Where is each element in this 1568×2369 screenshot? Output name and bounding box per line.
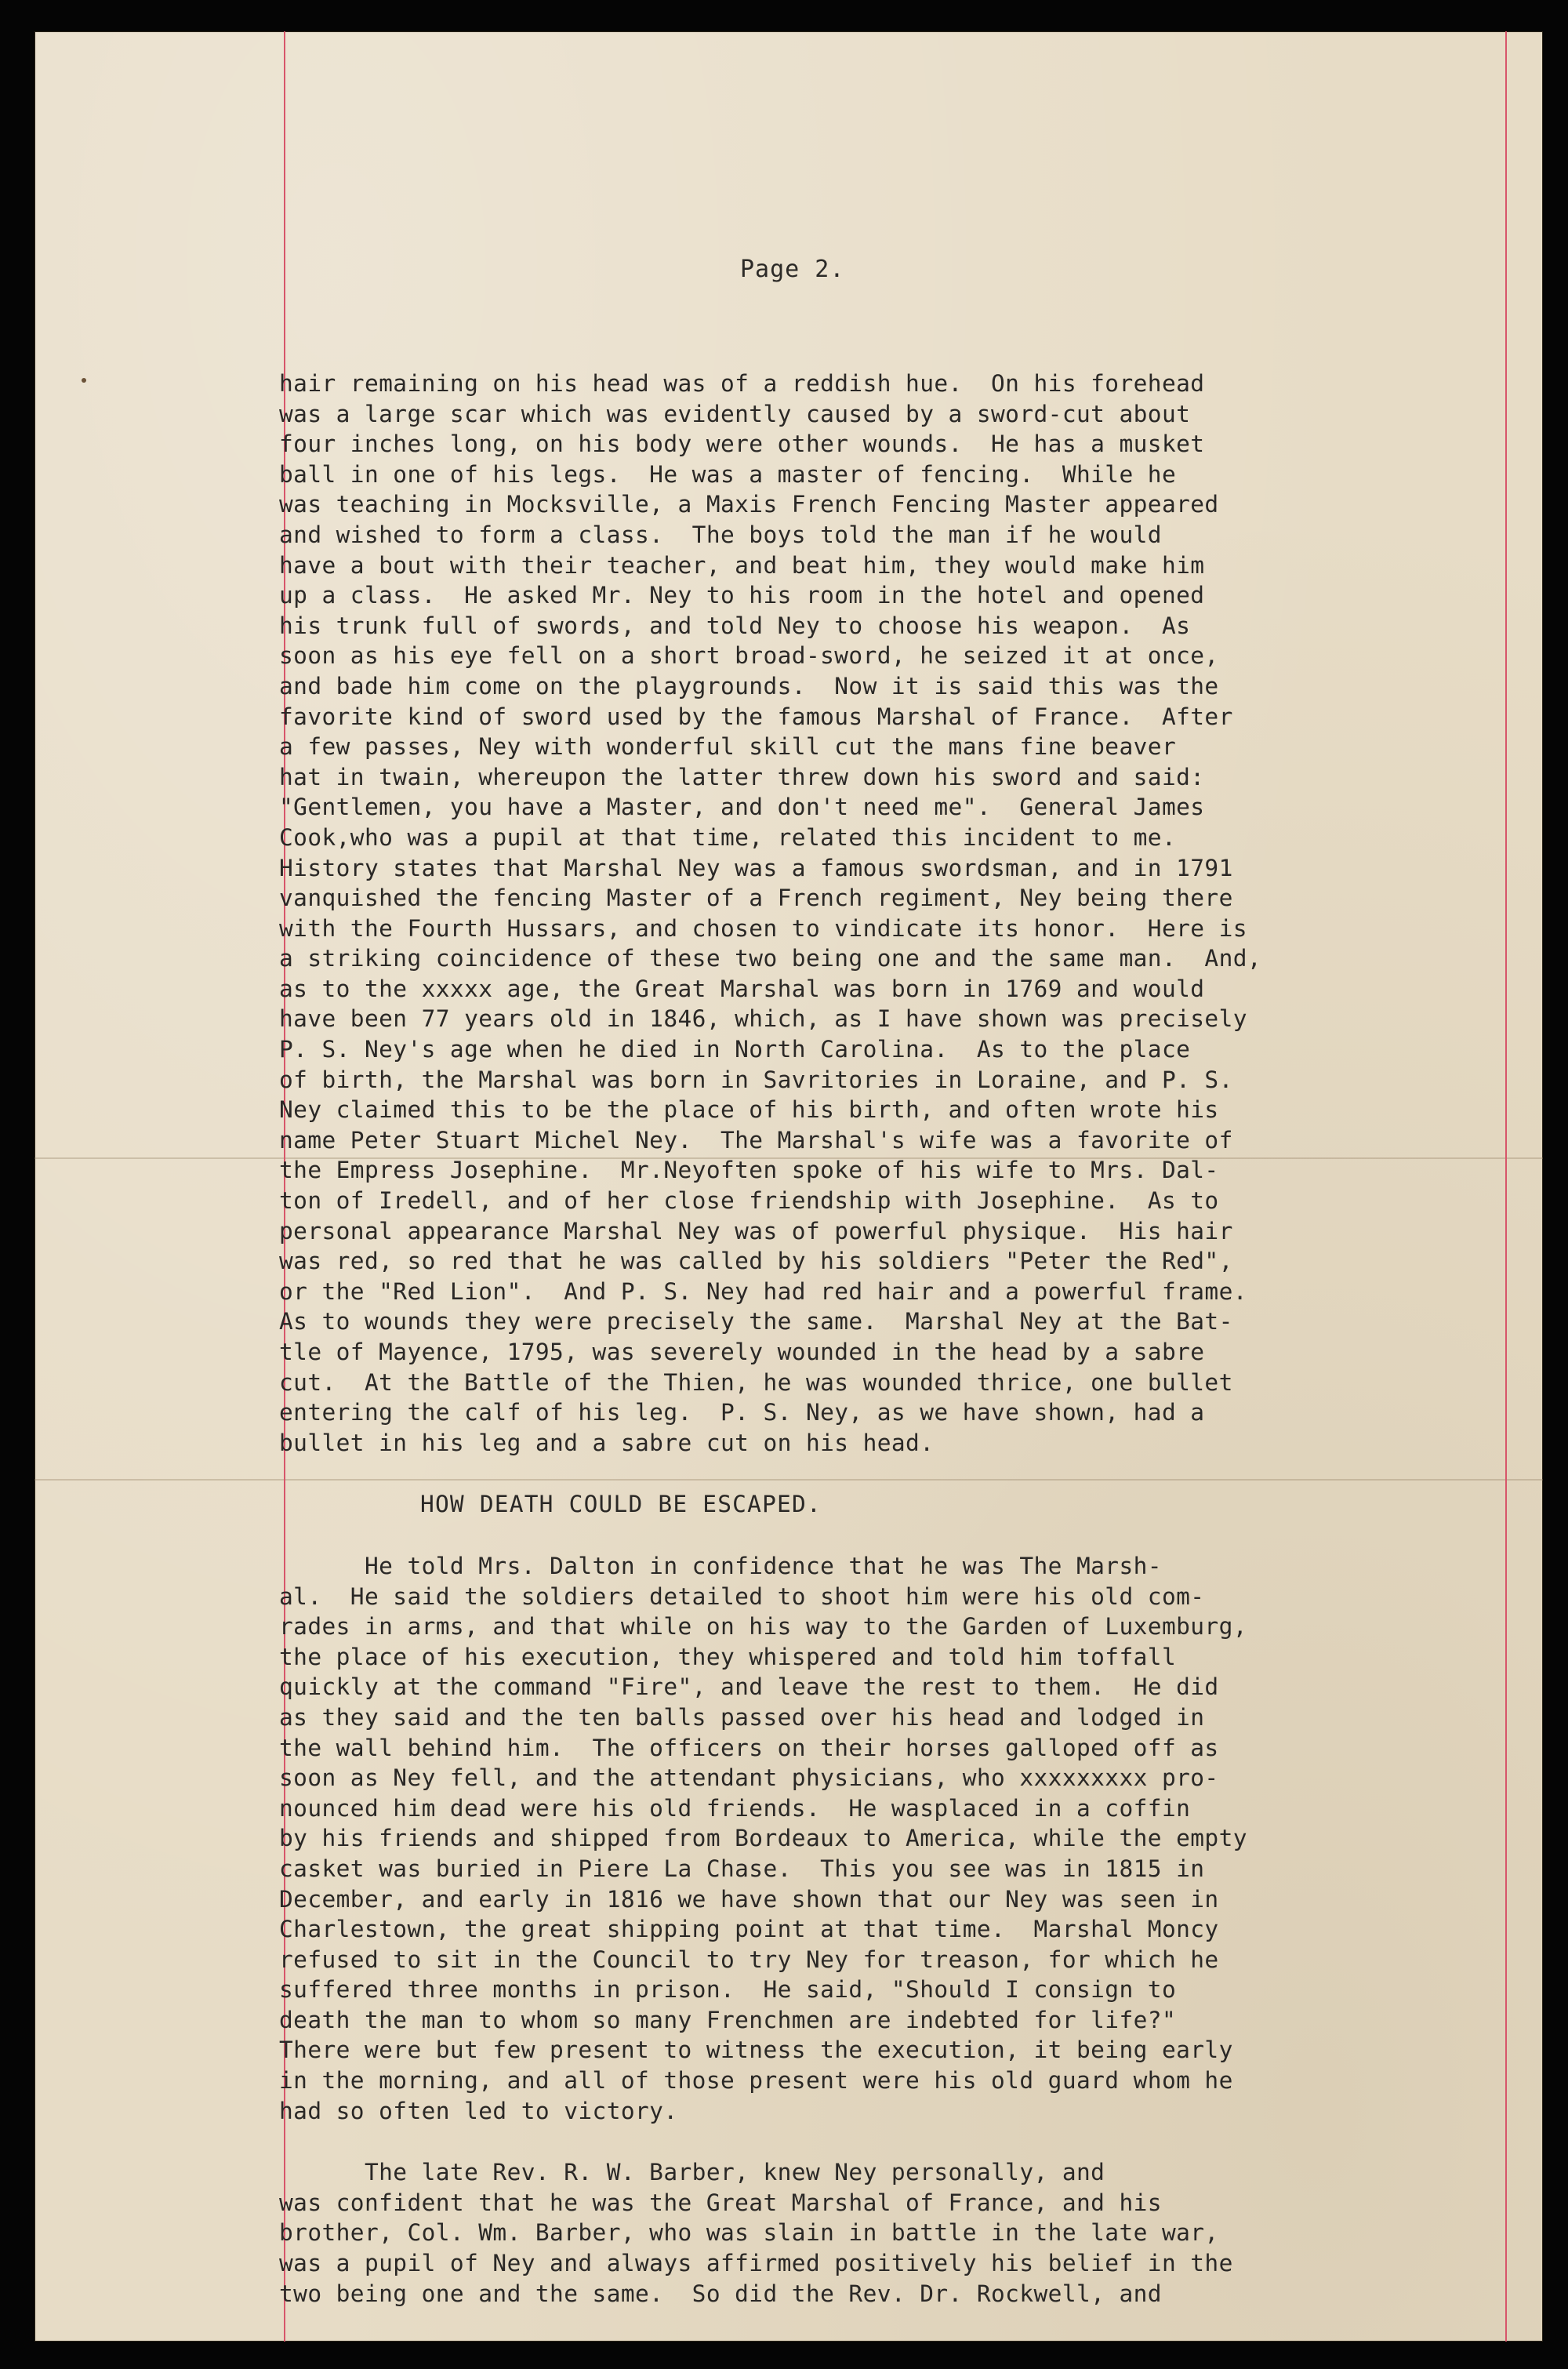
text-line: was teaching in Mocksville, a Maxis French Fencing Master appeared xyxy=(279,491,1219,518)
text-line: ball in one of his legs. He was a master of fencing. While he xyxy=(279,460,1177,488)
section-heading: HOW DEATH COULD BE ESCAPED. xyxy=(420,1491,822,1518)
text-line: his trunk full of swords, and told Ney to choose his weapon. As xyxy=(279,612,1191,639)
text-line: suffered three months in prison. He said, "Should I consign to xyxy=(279,1976,1177,2004)
text-line: personal appearance Marshal Ney was of powerful physique. His hair xyxy=(279,1217,1233,1244)
right-margin-rule xyxy=(1505,31,1507,2342)
text-line: the Empress Josephine. Mr.Neyoften spoke of his wife to Mrs. Dal- xyxy=(279,1157,1219,1184)
text-line: soon as Ney fell, and the attendant physicians, who xxxxxxxxx pro- xyxy=(279,1764,1219,1792)
paragraph-gap xyxy=(279,2126,1502,2157)
text-line: have been 77 years old in 1846, which, as I have shown was precisely xyxy=(279,1005,1247,1033)
text-line: refused to sit in the Council to try Ney for treason, for which he xyxy=(279,1946,1219,1973)
text-line: hat in twain, whereupon the latter threw down his sword and said: xyxy=(279,763,1205,790)
text-line: hair remaining on his head was of a reddish hue. On his forehead xyxy=(279,370,1205,397)
text-line: Charlestown, the great shipping point at that time. Marshal Moncy xyxy=(279,1916,1219,1943)
text-line: The late Rev. R. W. Barber, knew Ney personally, and xyxy=(279,2159,1105,2186)
text-line: casket was buried in Piere La Chase. This you see was in 1815 in xyxy=(279,1855,1205,1882)
text-line: the place of his execution, they whispered and told him toffall xyxy=(279,1643,1177,1670)
text-line: Cook,who was a pupil at that time, related this incident to me. xyxy=(279,823,1177,851)
text-line: favorite kind of sword used by the famous Marshal of France. After xyxy=(279,703,1233,730)
text-line: Ney claimed this to be the place of his birth, and often wrote his xyxy=(279,1096,1219,1124)
text-line: He told Mrs. Dalton in confidence that he was The Marsh- xyxy=(279,1552,1162,1579)
text-line: death the man to whom so many Frenchmen are indebted for life?" xyxy=(279,2006,1177,2033)
text-line: "Gentlemen, you have a Master, and don't need me". General James xyxy=(279,794,1205,821)
text-line: nounced him dead were his old friends. He wasplaced in a coffin xyxy=(279,1794,1191,1822)
paragraph-gap xyxy=(279,1458,1502,1489)
text-line: and wished to form a class. The boys told the man if he would xyxy=(279,521,1162,548)
text-line: vanquished the fencing Master of a French regiment, Ney being there xyxy=(279,885,1233,912)
text-line: al. He said the soldiers detailed to shoot him were his old com- xyxy=(279,1582,1205,1610)
text-line: History states that Marshal Ney was a famous swordsman, and in 1791 xyxy=(279,854,1233,881)
text-line: tle of Mayence, 1795, was severely wounded in the head by a sabre xyxy=(279,1339,1205,1365)
paragraph-2 xyxy=(279,1551,1502,2126)
text-line: rades in arms, and that while on his way to the Garden of Luxemburg, xyxy=(279,1613,1247,1640)
typed-text-body xyxy=(279,369,1502,2309)
text-line: cut. At the Battle of the Thien, he was wounded thrice, one bullet xyxy=(279,1368,1233,1396)
paragraph-1 xyxy=(279,369,1502,1458)
paragraph-gap xyxy=(279,1520,1502,1551)
text-line: or the "Red Lion". And P. S. Ney had red hair and a powerful frame. xyxy=(279,1277,1247,1305)
text-line: a few passes, Ney with wonderful skill cut the mans fine beaver xyxy=(279,733,1177,761)
document-page xyxy=(34,31,1543,2342)
text-line: P. S. Ney's age when he died in North Carolina. As to the place xyxy=(279,1036,1191,1063)
text-line: soon as his eye fell on a short broad-sword, he seized it at once, xyxy=(279,642,1219,670)
text-line: As to wounds they were precisely the same. Marshal Ney at the Bat- xyxy=(279,1308,1233,1335)
ink-spot xyxy=(82,378,86,383)
text-line: of birth, the Marshal was born in Savritories in Loraine, and P. S. xyxy=(279,1066,1233,1093)
page-number-header: Page 2. xyxy=(740,256,845,283)
text-line: brother, Col. Wm. Barber, who was slain in battle in the late war, xyxy=(279,2219,1219,2247)
text-line: by his friends and shipped from Bordeaux to America, while the empty xyxy=(279,1825,1247,1852)
text-line: the wall behind him. The officers on their horses galloped off as xyxy=(279,1734,1219,1761)
text-line: was confident that he was the Great Marshal of France, and his xyxy=(279,2189,1162,2216)
text-line: a striking coincidence of these two being one and the same man. And, xyxy=(279,945,1262,972)
text-line: up a class. He asked Mr. Ney to his room in the hotel and opened xyxy=(279,582,1205,609)
text-line: December, and early in 1816 we have shown that our Ney was seen in xyxy=(279,1885,1219,1913)
text-line: and bade him come on the playgrounds. Now it is said this was the xyxy=(279,672,1219,699)
text-line: have a bout with their teacher, and beat him, they would make him xyxy=(279,551,1205,579)
text-line: bullet in his leg and a sabre cut on his head. xyxy=(279,1429,935,1456)
text-line: four inches long, on his body were other wounds. He has a musket xyxy=(279,431,1205,458)
text-line: entering the calf of his leg. P. S. Ney, as we have shown, had a xyxy=(279,1399,1205,1426)
text-line: was a large scar which was evidently caused by a sword-cut about xyxy=(279,400,1191,427)
text-line: as they said and the ten balls passed over his head and lodged in xyxy=(279,1703,1205,1731)
paragraph-3 xyxy=(279,2157,1502,2309)
text-line: with the Fourth Hussars, and chosen to vindicate its honor. Here is xyxy=(279,914,1247,942)
text-line: was red, so red that he was called by his soldiers "Peter the Red", xyxy=(279,1248,1233,1275)
text-line: name Peter Stuart Michel Ney. The Marshal's wife was a favorite of xyxy=(279,1126,1233,1154)
text-line: two being one and the same. So did the Rev. Dr. Rockwell, and xyxy=(279,2280,1162,2307)
text-line: There were but few present to witness the execution, it being early xyxy=(279,2037,1233,2064)
text-line: in the morning, and all of those present were his old guard whom he xyxy=(279,2067,1233,2095)
text-line: quickly at the command "Fire", and leave the rest to them. He did xyxy=(279,1673,1219,1701)
text-line: had so often led to victory. xyxy=(279,2097,678,2124)
text-line: ton of Iredell, and of her close friendship with Josephine. As to xyxy=(279,1187,1219,1215)
text-line: was a pupil of Ney and always affirmed positively his belief in the xyxy=(279,2250,1233,2277)
text-line: as to the xxxxx age, the Great Marshal was born in 1769 and would xyxy=(279,975,1205,1002)
